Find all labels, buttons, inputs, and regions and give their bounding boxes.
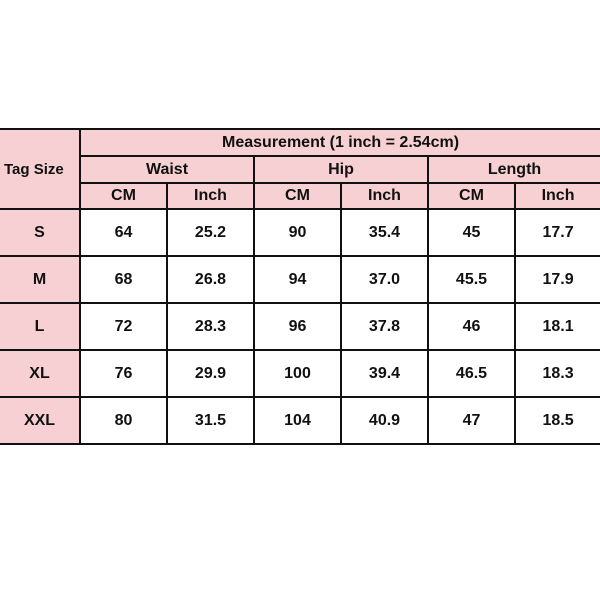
length-cm-cell: 45 [428, 209, 515, 256]
waist-cm-cell: 80 [80, 397, 167, 444]
length-cm-cell: 47 [428, 397, 515, 444]
length-header: Length [428, 156, 600, 183]
tag-size-cell: M [0, 256, 80, 303]
tag-size-cell: L [0, 303, 80, 350]
tag-size-cell: XXL [0, 397, 80, 444]
table-row [0, 397, 600, 444]
length-cm-cell: 45.5 [428, 256, 515, 303]
unit-header-row [0, 183, 600, 209]
waist-inch-cell: 28.3 [167, 303, 254, 350]
waist-cm-cell: 68 [80, 256, 167, 303]
hip-cm-cell: 96 [254, 303, 341, 350]
waist-header: Waist [80, 156, 254, 183]
unit-header-hip-cm: CM [254, 183, 341, 209]
hip-cm-cell: 100 [254, 350, 341, 397]
hip-inch-cell: 40.9 [341, 397, 428, 444]
hip-cm-cell: 94 [254, 256, 341, 303]
hip-inch-cell: 37.8 [341, 303, 428, 350]
tag-size-cell: S [0, 209, 80, 256]
tag-size-header: Tag Size [0, 129, 80, 209]
unit-header-hip-inch: Inch [341, 183, 428, 209]
hip-cm-cell: 104 [254, 397, 341, 444]
table-row [0, 303, 600, 350]
length-inch-cell: 18.3 [515, 350, 600, 397]
length-cm-cell: 46.5 [428, 350, 515, 397]
length-cm-cell: 46 [428, 303, 515, 350]
length-inch-cell: 18.5 [515, 397, 600, 444]
length-inch-cell: 17.7 [515, 209, 600, 256]
waist-inch-cell: 29.9 [167, 350, 254, 397]
measurement-header-row [0, 129, 600, 156]
length-inch-cell: 17.9 [515, 256, 600, 303]
unit-header-length-cm: CM [428, 183, 515, 209]
hip-inch-cell: 37.0 [341, 256, 428, 303]
hip-header: Hip [254, 156, 428, 183]
table-row [0, 256, 600, 303]
waist-inch-cell: 25.2 [167, 209, 254, 256]
hip-inch-cell: 39.4 [341, 350, 428, 397]
table-row [0, 209, 600, 256]
unit-header-waist-inch: Inch [167, 183, 254, 209]
group-header-row [0, 156, 600, 183]
waist-cm-cell: 64 [80, 209, 167, 256]
size-chart-table [0, 128, 600, 445]
waist-inch-cell: 31.5 [167, 397, 254, 444]
hip-cm-cell: 90 [254, 209, 341, 256]
unit-header-length-inch: Inch [515, 183, 600, 209]
waist-cm-cell: 76 [80, 350, 167, 397]
waist-inch-cell: 26.8 [167, 256, 254, 303]
measurement-title: Measurement (1 inch = 2.54cm) [80, 129, 600, 156]
table-row [0, 350, 600, 397]
waist-cm-cell: 72 [80, 303, 167, 350]
unit-header-waist-cm: CM [80, 183, 167, 209]
tag-size-cell: XL [0, 350, 80, 397]
length-inch-cell: 18.1 [515, 303, 600, 350]
hip-inch-cell: 35.4 [341, 209, 428, 256]
